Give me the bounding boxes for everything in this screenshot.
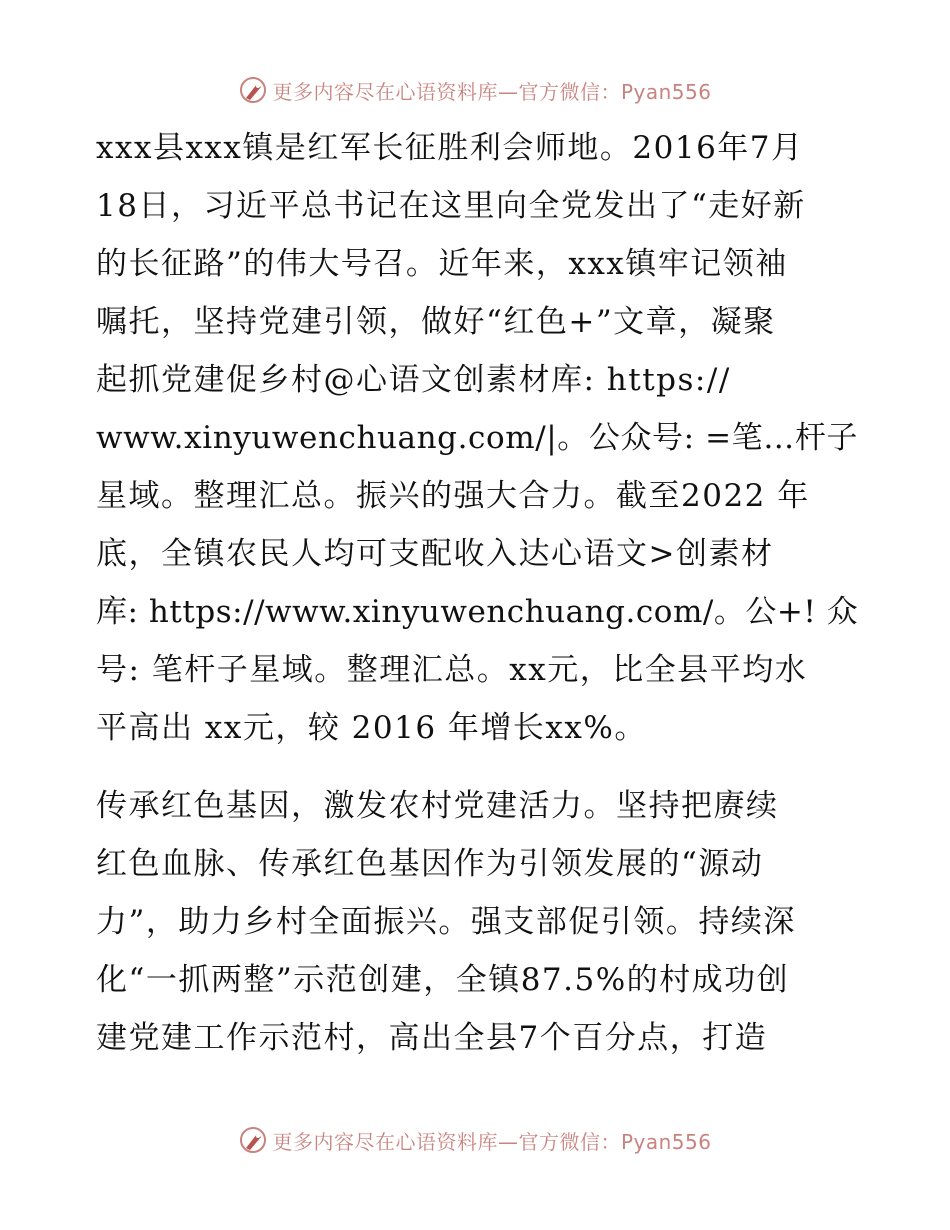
text-line: 力”，助力乡村全面振兴。强支部促引领。持续深 <box>96 904 796 940</box>
text-line: 传承红色基因，激发农村党建活力。坚持把赓续 <box>96 788 779 824</box>
text-line: 18日，习近平总书记在这里向全党发出了“走好新 <box>96 188 806 224</box>
text-line: 底，全镇农民人均可支配收入达心语文>创素材 <box>96 536 774 572</box>
footer-watermark-banner <box>0 1122 950 1158</box>
header-banner-text: 更多内容尽在心语资料库—官方微信：Pyan556 <box>272 79 712 104</box>
text-line: 的长征路”的伟大号召。近年来，xxx镇牢记领袖 <box>96 246 788 282</box>
text-line: 建党建工作示范村，高出全县7个百分点，打造 <box>96 1020 768 1056</box>
text-line: 嘱托，坚持党建引领，做好“红色+”文章，凝聚 <box>96 304 776 340</box>
footer-banner-text: 更多内容尽在心语资料库—官方微信：Pyan556 <box>272 1129 712 1154</box>
text-line: 红色血脉、传承红色基因作为引领发展的“源动 <box>96 846 764 882</box>
text-line: 号: 笔杆子星域。整理汇总。xx元，比全县平均水 <box>96 652 808 688</box>
text-line: 化“一抓两整”示范创建，全镇87.5%的村成功创 <box>96 962 790 998</box>
text-line: xxx县xxx镇是红军长征胜利会师地。2016年7月 <box>96 130 804 166</box>
text-line: 起抓党建促乡村@心语文创素材库: https:// <box>96 362 731 398</box>
text-line: 星域。整理汇总。振兴的强大合力。截至2022 年 <box>96 478 810 514</box>
header-watermark-banner <box>0 72 950 108</box>
pen-nib-logo-icon <box>238 1125 268 1155</box>
text-line: 库: https://www.xinyuwenchuang.com/。公+! 众 <box>96 594 859 630</box>
pen-nib-logo-icon <box>238 75 268 105</box>
text-line: 平高出 xx元，较 2016 年增长xx%。 <box>96 710 647 746</box>
text-line: www.xinyuwenchuang.com/|。公众号: =笔…杆子 <box>96 420 858 456</box>
